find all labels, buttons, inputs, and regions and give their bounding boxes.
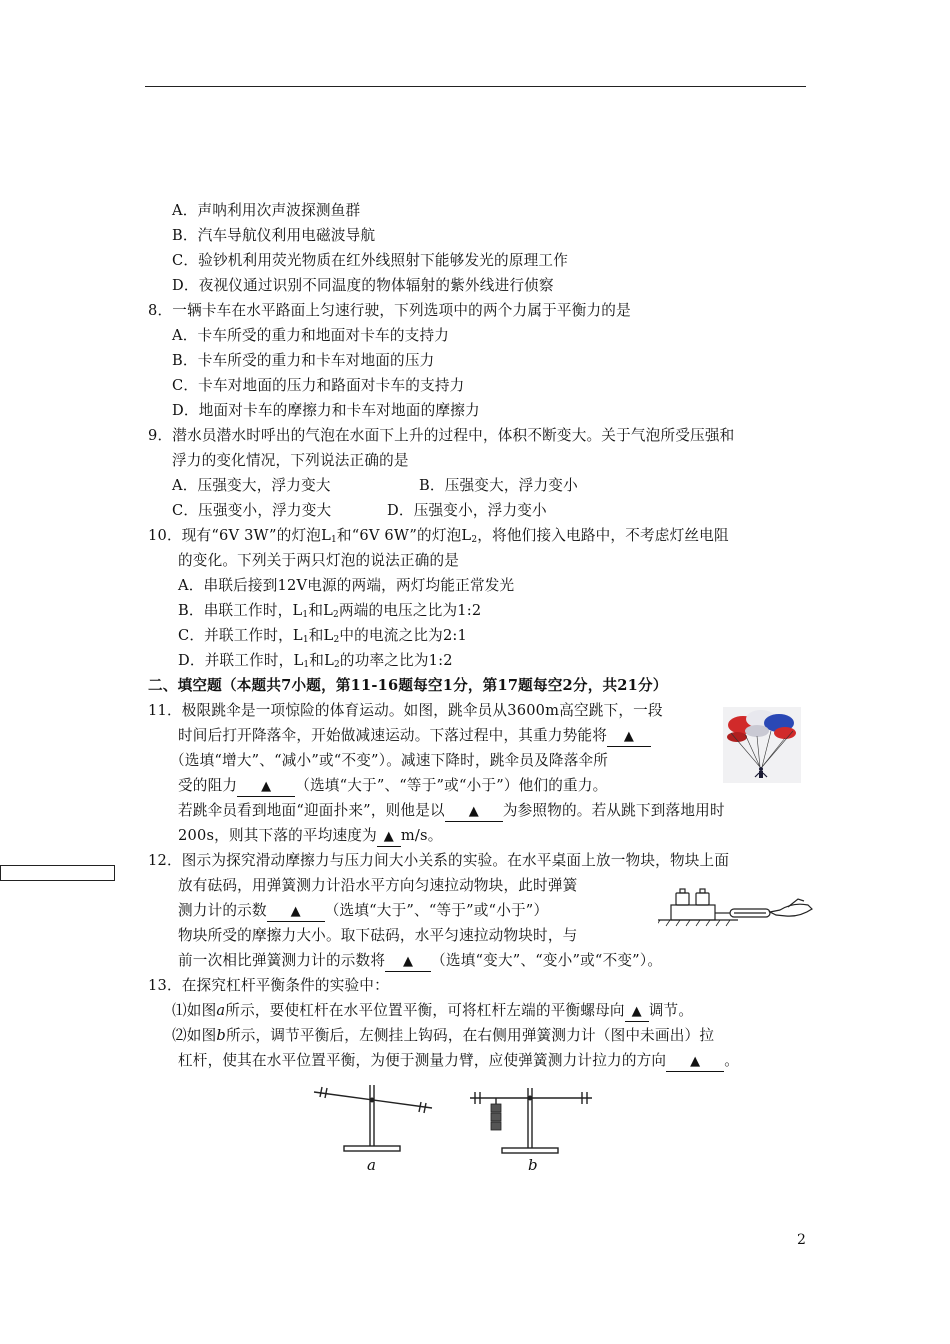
- q7-option-c: C．验钞机利用荧光物质在红外线照射下能够发光的原理工作: [172, 252, 569, 269]
- q8-option-a: A．卡车所受的重力和地面对卡车的支持力: [172, 327, 450, 344]
- answer-blank[interactable]: ▲: [625, 1002, 649, 1022]
- lever-figure-a: [308, 1082, 438, 1154]
- answer-blank[interactable]: ▲: [267, 902, 325, 922]
- q13-line-1: 13．在探究杠杆平衡条件的实验中：: [148, 977, 389, 994]
- q10-stem-2: 的变化。下列关于两只灯泡的说法正确的是: [178, 552, 460, 569]
- figure-label-a: a: [367, 1156, 376, 1174]
- q11-line-6: 200s，则其下落的平均速度为 ▲ m/s。: [178, 826, 443, 847]
- header-rule: [145, 86, 806, 87]
- q7-option-a: A．声呐利用次声波探测鱼群: [172, 202, 361, 219]
- q7-option-d: D．夜视仪通过识别不同温度的物体辐射的紫外线进行侦察: [172, 277, 554, 294]
- q8-stem: 8．一辆卡车在水平路面上匀速行驶，下列选项中的两个力属于平衡力的是: [148, 302, 631, 319]
- answer-blank[interactable]: ▲: [666, 1052, 724, 1072]
- q10-option-c: C．并联工作时，$L_1$和$L_2$中的电流之比为2:1: [178, 627, 468, 645]
- q12-line-2: 放有砝码，用弹簧测力计沿水平方向匀速拉动物块，此时弹簧: [178, 877, 578, 894]
- q11-line-5: 若跳伞员看到地面“迎面扑来”，则他是以 ▲ 为参照物的。若从跳下到落地用时: [178, 801, 725, 822]
- answer-blank[interactable]: ▲: [445, 802, 503, 822]
- q10-option-a: A．串联后接到12V电源的两端，两灯均能正常发光: [178, 577, 515, 594]
- q11-line-4: 受的阻力 ▲ （选填“大于”、“等于”或“小于”）他们的重力。: [178, 776, 607, 797]
- page-number: 2: [797, 1232, 806, 1248]
- q10-option-d: D．并联工作时，$L_1$和$L_2$的功率之比为1:2: [178, 652, 453, 670]
- q9-stem-1: 9．潜水员潜水时呼出的气泡在水面下上升的过程中，体积不断变大。关于气泡所受压强和: [148, 427, 735, 444]
- section-2-title: 二、填空题（本题共7小题，第11-16题每空1分，第17题每空2分，共21分）: [148, 677, 668, 694]
- q12-line-3: 测力计的示数 ▲ （选填“大于”、“等于”或“小于”）: [178, 901, 548, 922]
- q13-part-1: ⑴如图a所示，要使杠杆在水平位置平衡，可将杠杆左端的平衡螺母向 ▲ 调节。: [172, 1001, 693, 1022]
- friction-experiment-figure: [658, 885, 814, 929]
- q9-stem-2: 浮力的变化情况，下列说法正确的是: [172, 452, 409, 469]
- q12-line-5: 前一次相比弹簧测力计的示数将 ▲ （选填“变大”、“变小”或“不变”）。: [178, 951, 662, 972]
- figure-label-b: b: [528, 1156, 538, 1174]
- q9-option-b: B．压强变大，浮力变小: [419, 477, 578, 494]
- q10-stem-1: 10．现有“6V 3W”的灯泡$L_1$和“6V 6W”的灯泡$L_2$，将他们接入电路中，不考虑灯丝电阻: [148, 527, 729, 545]
- q13-part-2-cont: 杠杆，使其在水平位置平衡，为便于测量力臂，应使弹簧测力计拉力的方向 ▲ 。: [178, 1051, 739, 1072]
- parachute-figure: [723, 707, 801, 783]
- q10-option-b: B．串联工作时，$L_1$和$L_2$两端的电压之比为1:2: [178, 602, 482, 620]
- q11-line-2: 时间后打开降落伞，开始做减速运动。下落过程中，其重力势能将 ▲: [178, 726, 651, 747]
- q8-option-b: B．卡车所受的重力和卡车对地面的压力: [172, 352, 435, 369]
- answer-blank[interactable]: ▲: [377, 827, 401, 847]
- q9-option-d: D．压强变小，浮力变小: [387, 502, 547, 519]
- margin-box: [0, 865, 115, 881]
- q9-option-a: A．压强变大，浮力变大: [172, 477, 331, 494]
- q12-line-4: 物块所受的摩擦力大小。取下砝码，水平匀速拉动物块时，与: [178, 927, 578, 944]
- q7-option-b: B．汽车导航仪利用电磁波导航: [172, 227, 376, 244]
- q8-option-c: C．卡车对地面的压力和路面对卡车的支持力: [172, 377, 465, 394]
- answer-blank[interactable]: ▲: [237, 777, 295, 797]
- q13-part-2: ⑵如图b所示，调节平衡后，左侧挂上钩码，在右侧用弹簧测力计（图中未画出）拉: [172, 1027, 715, 1044]
- q8-option-d: D．地面对卡车的摩擦力和卡车对地面的摩擦力: [172, 402, 480, 419]
- q9-option-c: C．压强变小，浮力变大: [172, 502, 332, 519]
- answer-blank[interactable]: ▲: [385, 952, 431, 972]
- q11-line-1: 11．极限跳伞是一项惊险的体育运动。如图，跳伞员从3600m高空跳下，一段: [148, 702, 663, 719]
- answer-blank[interactable]: ▲: [607, 727, 651, 747]
- q12-line-1: 12．图示为探究滑动摩擦力与压力间大小关系的实验。在水平桌面上放一物块，物块上面: [148, 852, 730, 869]
- lever-figure-b: [466, 1086, 596, 1154]
- q11-line-3: （选填“增大”、“减小”或“不变”）。减速下降时，跳伞员及降落伞所: [170, 752, 609, 769]
